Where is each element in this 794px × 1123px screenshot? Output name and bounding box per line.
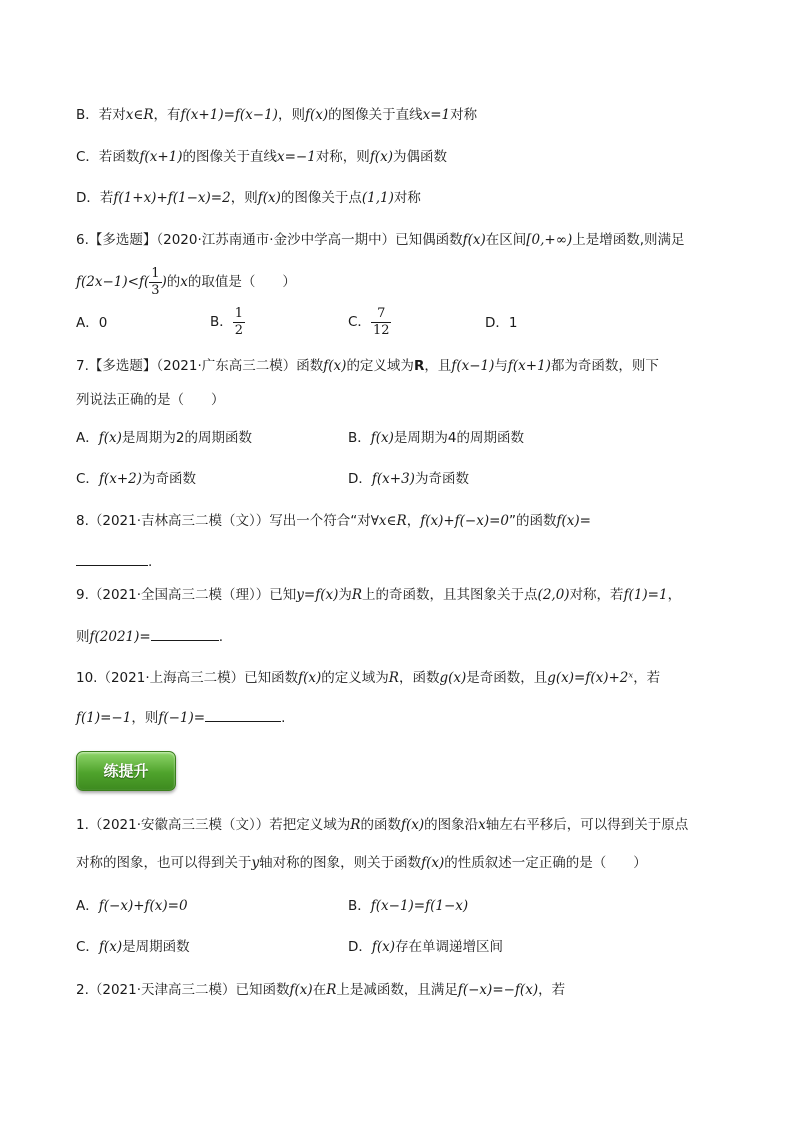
text: 是周期为2的周期函数 (121, 430, 252, 446)
question-8-answer-line (76, 551, 152, 572)
option-label: C．若函数 (76, 149, 140, 165)
math: f(x+3) (371, 471, 415, 487)
q6-option-a: A．0 (76, 315, 108, 331)
math: y (251, 855, 260, 871)
math: (1,1) (361, 190, 394, 206)
math: f(x) (462, 232, 486, 248)
q7-option-d (348, 469, 469, 489)
math: x=−1 (276, 149, 316, 165)
math: f(x) (371, 939, 396, 955)
math: x=1 (422, 107, 451, 123)
text: . (148, 554, 153, 570)
text: 在 (312, 982, 327, 998)
question-text: 9.（2021·全国高三二模（理））已知 (76, 587, 297, 603)
question-text: 10.（2021·上海高三二模）已知函数 (76, 670, 299, 686)
text: . (218, 629, 223, 645)
math: f(x−1)=f(1−x) (370, 898, 469, 914)
math: x (478, 817, 486, 833)
question-text: 6.【多选题】（2020·江苏南通市·金沙中学高一期中）已知偶函数 (76, 232, 463, 248)
question-8-stem (76, 511, 591, 531)
math: f(−1)= (158, 710, 206, 726)
fraction-numerator: 1 (151, 265, 160, 281)
question-text: 2.（2021·天津高三二模）已知函数 (76, 982, 290, 998)
p1-option-c (76, 937, 190, 957)
section-badge: 练提升 (76, 751, 176, 791)
text: 轴左右平移后，可以得到关于原点 (485, 817, 689, 833)
question-7-stem (76, 356, 659, 376)
text: ，若 (633, 670, 661, 686)
question-6-stem (76, 230, 685, 250)
option-label: B． (348, 430, 371, 446)
option-label: B． (348, 898, 371, 914)
math: f(x) (323, 358, 347, 374)
math: f(−x)=−f(x) (457, 982, 539, 998)
question-9-line2 (76, 626, 223, 647)
option-label: C． (76, 471, 99, 487)
text: 与 (494, 358, 508, 374)
math: R (388, 670, 399, 686)
text: 的定义域为 (321, 670, 389, 686)
p1-option-d (348, 937, 503, 957)
text: 的图像关于直线 (328, 107, 423, 123)
question-6-condition (76, 264, 296, 300)
text: 则 (76, 629, 90, 645)
fraction-denominator: 3 (151, 282, 160, 298)
text: 为奇函数 (141, 471, 196, 487)
option-label: B． (210, 314, 233, 330)
math: f(2x−1)<f( (76, 274, 150, 290)
text: ，若 (538, 982, 566, 998)
option-label: A． (76, 898, 99, 914)
question-7-line2: 列说法正确的是（ ） (76, 392, 225, 408)
question-text: 8.（2021·吉林高三二模（文））写出一个符合“对 (76, 513, 371, 529)
math: f(x) (98, 939, 123, 955)
option-label: D． (348, 939, 372, 955)
text: 为奇函数 (414, 471, 469, 487)
fraction-numerator: 1 (234, 305, 244, 321)
text: 对称 (393, 190, 421, 206)
math: f(x) (400, 817, 425, 833)
text: 的图像关于点 (280, 190, 362, 206)
text: 都为奇函数，则下 (550, 358, 659, 374)
math: f(1+x)+f(1−x)=2 (113, 190, 231, 206)
math: f(x)+f(−x)=0 (420, 513, 510, 529)
math: x (180, 274, 188, 290)
text: ，函数 (398, 670, 440, 686)
question-text: 7.【多选题】（2021·广东高三二模）函数 (76, 358, 324, 374)
text: ，且 (424, 358, 452, 374)
math: f(−x)+f(x)=0 (98, 898, 188, 914)
text: 对称的图象，也可以得到关于 (76, 855, 252, 871)
math: f(x+1) (507, 358, 551, 374)
p1-option-b (348, 896, 468, 916)
option-b-line (76, 105, 477, 125)
math: f(x) (257, 190, 281, 206)
math: R (413, 358, 425, 374)
math: y=f(x) (296, 587, 339, 603)
text: 是周期为4的周期函数 (393, 430, 525, 446)
text: 上是减函数，且满足 (336, 982, 458, 998)
option-label: C． (348, 314, 371, 330)
math: x∈R (125, 107, 154, 123)
fraction (233, 306, 245, 339)
option-d-line (76, 188, 421, 208)
math: (2,0) (537, 587, 570, 603)
math: f(x) (289, 982, 313, 998)
option-label: C． (76, 939, 99, 955)
text: 轴对称的图象，则关于函数 (259, 855, 422, 871)
text: ， (406, 513, 421, 529)
answer-blank[interactable] (151, 626, 219, 641)
option-label: D．若 (76, 190, 114, 206)
math: f(x+2) (98, 471, 142, 487)
math: f(1)=1 (623, 587, 668, 603)
math: f(x+1) (139, 149, 183, 165)
question-9-stem (76, 585, 681, 605)
text: 是周期函数 (122, 939, 190, 955)
math: g(x)=f(x)+2ˣ (547, 670, 634, 686)
fraction (371, 306, 392, 339)
text: ”的函数 (509, 513, 557, 529)
option-label: A． (76, 430, 99, 446)
fraction-denominator: 2 (234, 322, 244, 338)
text: 上是增函数,则满足 (572, 232, 685, 248)
fraction-denominator: 12 (372, 322, 390, 338)
text: 为 (338, 587, 352, 603)
text: 的定义域为 (346, 358, 414, 374)
text: 为偶函数 (392, 149, 447, 165)
text: 的 (166, 274, 181, 290)
question-text: 1.（2021·安徽高三三模（文））若把定义域为 (76, 817, 351, 833)
text: ，则 (230, 190, 258, 206)
text: 上的奇函数，且其图象关于点 (362, 587, 538, 603)
math: f(x) (304, 107, 329, 123)
question-10-stem (76, 668, 660, 688)
math: f(x) (370, 430, 394, 446)
math: g(x) (439, 670, 467, 686)
text: ， (667, 587, 682, 603)
option-label: D． (348, 471, 372, 487)
option-c-line (76, 147, 447, 167)
math: R (326, 982, 337, 998)
text: ，则 (131, 710, 159, 726)
q6-option-c (348, 304, 391, 340)
math: ) (161, 274, 167, 290)
text: 存在单调递增区间 (395, 939, 504, 955)
math: R (351, 587, 363, 603)
text: 的图象沿 (424, 817, 479, 833)
math: f(x) (369, 149, 393, 165)
text: 的性质叙述一定正确的是（ ） (444, 855, 647, 871)
text: ，有 (153, 107, 181, 123)
fraction (149, 266, 161, 299)
text: ，则 (277, 107, 305, 123)
q6-option-b (210, 304, 245, 340)
q7-option-c (76, 469, 196, 489)
text: 对称，若 (569, 587, 624, 603)
math: [0,+∞) (526, 232, 573, 248)
fraction-numerator: 7 (371, 306, 392, 323)
p1-option-a (76, 896, 188, 916)
math: f(x) (98, 430, 122, 446)
question-10-line2 (76, 707, 285, 728)
math: f(x)= (556, 513, 591, 529)
answer-blank[interactable] (76, 551, 148, 566)
text: . (281, 710, 286, 726)
q6-option-d: D．1 (485, 315, 518, 331)
text: 的取值是（ ） (187, 274, 296, 290)
answer-blank[interactable] (205, 707, 281, 722)
text: 对称，则 (315, 149, 370, 165)
text: 在区间 (485, 232, 527, 248)
text: 是奇函数，且 (466, 670, 548, 686)
practice-1-stem (76, 815, 688, 835)
practice-2-stem (76, 980, 565, 1000)
option-label: B．若对 (76, 107, 126, 123)
math: f(x−1) (451, 358, 495, 374)
q7-option-a (76, 428, 252, 448)
text: 的图像关于直线 (182, 149, 277, 165)
math: f(x) (298, 670, 322, 686)
math: f(x+1)=f(x−1) (180, 107, 278, 123)
text: 的函数 (360, 817, 401, 833)
math: f(x) (421, 855, 445, 871)
math: ∀x∈R (370, 513, 407, 529)
practice-1-line2 (76, 853, 647, 873)
math: f(2021)= (89, 629, 151, 645)
q7-option-b (348, 428, 524, 448)
math: R (350, 817, 361, 833)
math: f(1)=−1 (76, 710, 132, 726)
text: 对称 (450, 107, 478, 123)
